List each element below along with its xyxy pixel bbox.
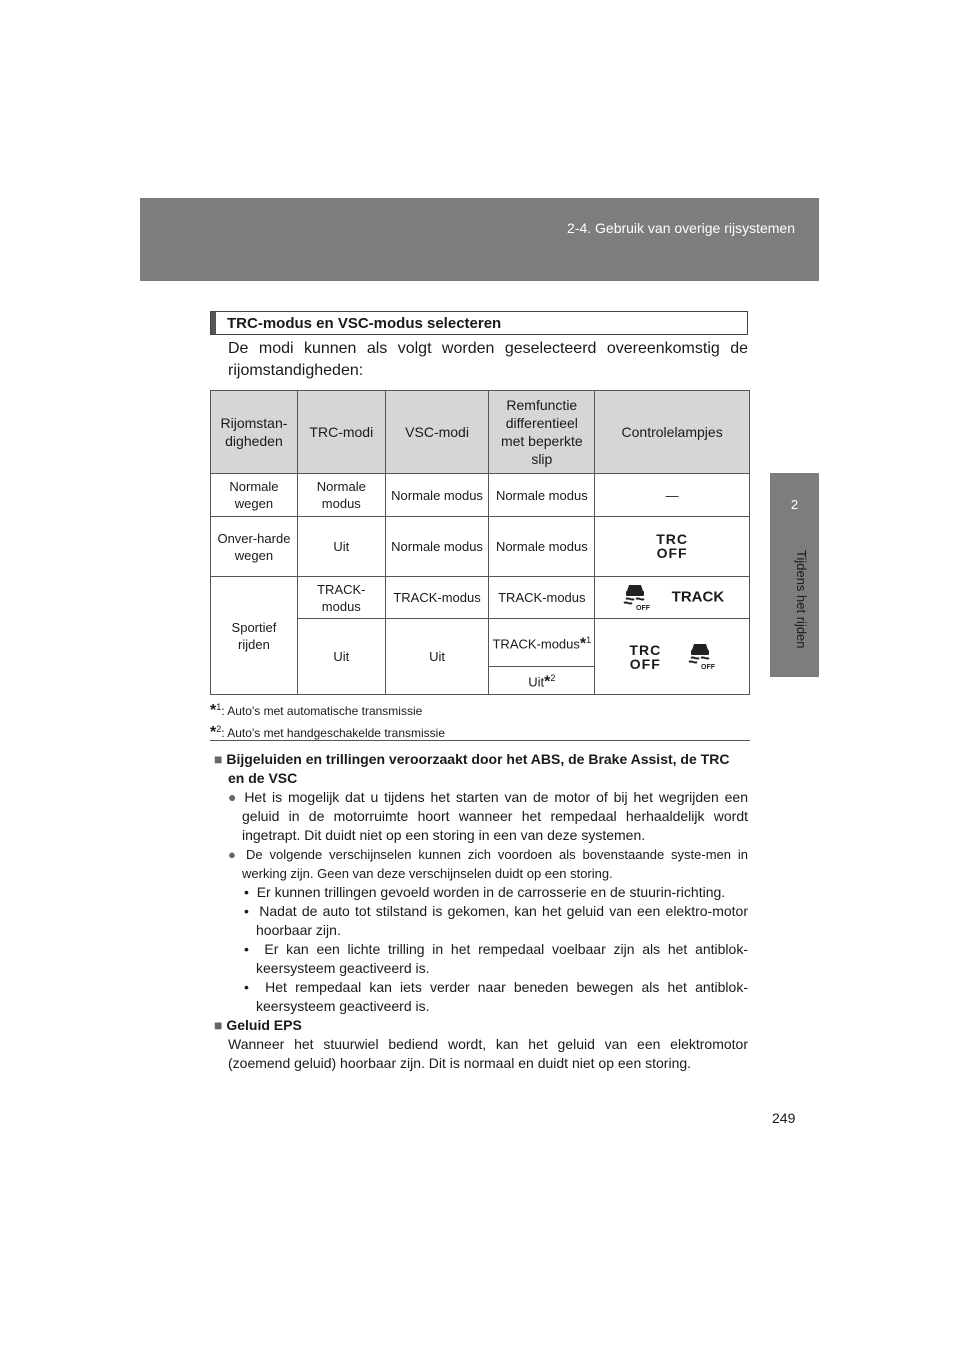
svg-text:OFF: OFF	[636, 604, 651, 611]
trc-off-icon: TRC OFF	[656, 530, 688, 561]
header-trc: TRC-modi	[297, 391, 385, 474]
row-sport-lsd: TRACK-modus	[489, 577, 595, 619]
paragraph-motor-sound: ● Het is mogelijk dat u tijdens het starten van de motor of bij het wegrijden een geluid in de motorruimte hoort wanneer het rempedaal herhaaldelijk wordt ingetrapt. Dit duidt niet op een storing in een van deze systemen.	[228, 789, 748, 843]
section-title: TRC-modus en VSC-modus selecteren	[227, 315, 502, 332]
header-vsc: VSC-modi	[385, 391, 489, 474]
chapter-number: 2	[790, 497, 799, 512]
row-offroad-lamp	[595, 517, 750, 577]
bullet-1: • Er kunnen trillingen gevoeld worden in de carrosserie en de stuurin-richting.	[244, 884, 726, 900]
footnote-2: *$^2$: Auto's met handgeschakelde transmissie	[210, 724, 445, 741]
footnote-1: *$^1$: Auto's met automatische transmissie	[210, 702, 423, 719]
row-sport-off-vsc: Uit	[385, 619, 489, 695]
header-lamps: Controlelampjes	[595, 391, 750, 474]
trc-off-icon: TRC OFF	[629, 641, 662, 672]
chapter-heading: 2-4. Gebruik van overige rijsystemen	[567, 220, 795, 236]
section-intro: De modi kunnen als volgt worden geselecteerd overeenkomstig de rijomstandigheden:	[228, 340, 748, 379]
modes-table	[210, 390, 750, 695]
row-normal-condition: Normale wegen	[211, 474, 298, 517]
section-divider	[210, 740, 750, 741]
track-indicator-label: TRACK	[671, 587, 725, 605]
row-offroad-vsc: Normale modus	[385, 517, 489, 577]
paragraph-eps: Wanneer het stuurwiel bediend wordt, kan het geluid van een elektromotor (zoemend geluid) hoorbaar zijn. Dit is normaal en duidt niet op een storing.	[228, 1036, 748, 1071]
row-normal-lsd: Normale modus	[489, 474, 595, 517]
section-title-box	[210, 311, 748, 335]
row-normal-trc: Normale modus	[297, 474, 385, 517]
table-footnotes	[210, 698, 445, 742]
row-offroad-lsd: Normale modus	[489, 517, 595, 577]
bullet-2: • Nadat de auto tot stilstand is gekomen, kan het geluid van een elektro-motor hoorbaar zijn.	[244, 903, 749, 938]
page-number: 249	[772, 1110, 796, 1126]
bullet-3: • Er kan een lichte trilling in het rempedaal voelbaar zijn als het antiblok-keersysteem geactiveerd is.	[244, 941, 748, 976]
row-sport-lamp	[595, 577, 750, 619]
heading-noise: ■ Bijgeluiden en trillingen veroorzaakt door het ABS, de Brake Assist, de TRC en de VSC	[214, 751, 730, 786]
section-title-bar	[211, 312, 216, 334]
header-condition: Rijomstan-digheden	[211, 391, 298, 474]
row-sport-trc: TRACK-modus	[297, 577, 385, 619]
row-normal-vsc: Normale modus	[385, 474, 489, 517]
row-sport-condition: Sportief rijden	[211, 577, 298, 695]
row-offroad-condition: Onver-harde wegen	[211, 517, 298, 577]
row-sport-off-lsd-b: Uit*$^2$	[489, 667, 595, 695]
row-sport-vsc: TRACK-modus	[385, 577, 489, 619]
row-offroad-trc: Uit	[297, 517, 385, 577]
skid-car-off-icon	[685, 640, 715, 674]
chapter-side-label: Tijdens het rijden	[794, 550, 809, 649]
header-lsd: Remfunctie differentieel met beperkte slip	[489, 391, 595, 474]
svg-text:OFF: OFF	[700, 663, 715, 670]
row-normal-lamp: —	[595, 474, 750, 517]
row-sport-off-lsd-a: TRACK-modus*$^1$	[489, 619, 595, 667]
heading-eps: ■ Geluid EPS	[214, 1017, 302, 1033]
body-text	[214, 750, 748, 1073]
row-sport-off-trc: Uit	[297, 619, 385, 695]
skid-car-off-icon	[620, 581, 650, 615]
header-band	[140, 198, 819, 281]
bullet-4: • Het rempedaal kan iets verder naar beneden bewegen als het antiblok-keersysteem geactiveerd is.	[244, 979, 748, 1014]
paragraph-phenomena: ● De volgende verschijnselen kunnen zich voordoen als bovenstaande syste-men in werking zijn. Geen van deze verschijnselen duidt op een storing.	[228, 847, 748, 881]
row-sport-off-lamp	[595, 619, 750, 695]
